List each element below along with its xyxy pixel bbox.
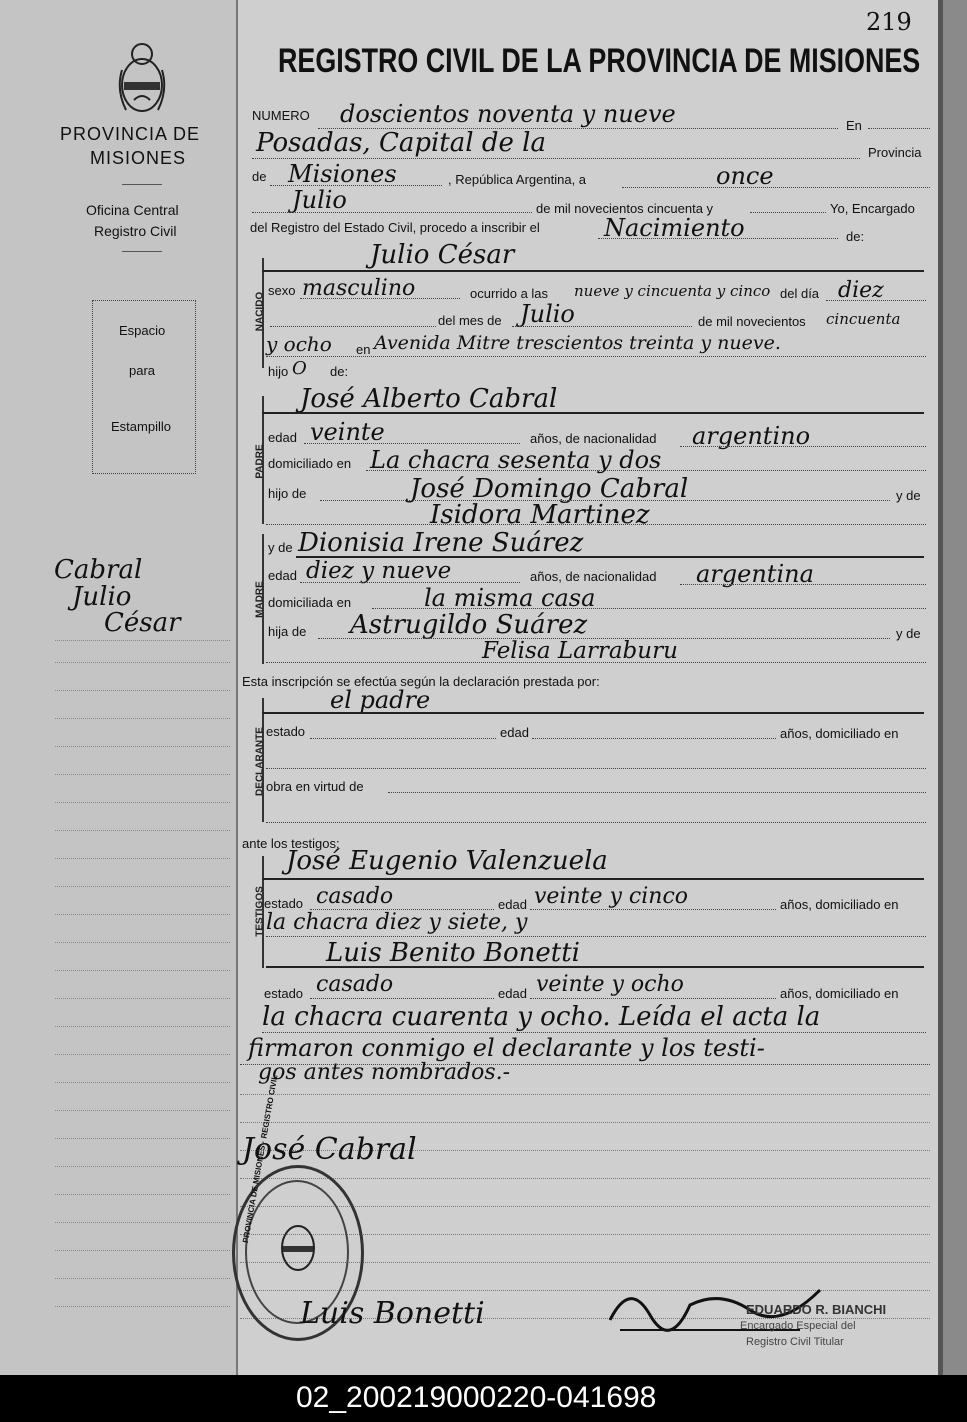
declarante-obra-label: obra en virtud de <box>266 779 364 794</box>
stamp-box-line1: Espacio <box>119 323 166 338</box>
testigo1-dom-value: la chacra diez y siete, y <box>266 910 528 935</box>
testigo1-edad-label: edad <box>498 897 527 912</box>
margin-note-surname: Cabral <box>54 555 143 585</box>
stamp-box <box>92 300 196 474</box>
office-line2: Registro Civil <box>94 223 177 239</box>
province-value: Misiones <box>288 160 397 188</box>
madre-mother-value: Felisa Larraburu <box>482 638 678 664</box>
official-line3: Registro Civil Titular <box>746 1336 844 1348</box>
numero-label: NUMERO <box>252 108 310 123</box>
margin-note-name1: Julio <box>72 582 132 612</box>
mil-label: de mil novecientos <box>698 314 806 329</box>
republica-label: , República Argentina, a <box>448 172 587 187</box>
hijo-label: hijo <box>268 364 289 379</box>
province-line1: PROVINCIA DE <box>60 124 201 144</box>
testigos-intro: ante los testigos: <box>242 836 340 851</box>
declarante-anios-label: años, domiciliado en <box>780 726 899 741</box>
year-label: de mil novecientos cincuenta y <box>536 201 714 216</box>
month-value: Julio <box>292 186 347 214</box>
sexo-value: masculino <box>302 276 416 301</box>
testigo2-name: Luis Benito Bonetti <box>326 938 580 968</box>
en-label: En <box>846 118 862 133</box>
de-label: de <box>252 169 267 184</box>
yo-label: Yo, Encargado <box>830 201 915 216</box>
de2-label: de: <box>846 229 865 244</box>
act-value: Nacimiento <box>604 214 745 242</box>
provincia-label: Provincia <box>868 145 922 160</box>
madre-dom-label: domiciliada en <box>268 595 352 610</box>
testigo1-anios-label: años, domiciliado en <box>780 897 899 912</box>
hijo-de-label: de: <box>330 364 349 379</box>
declarante-edad-label: edad <box>500 725 529 740</box>
sexo-label: sexo <box>268 283 296 298</box>
office-line1: Oficina Central <box>86 202 179 218</box>
nacido-side-label: NACIDO <box>254 291 266 332</box>
testigo2-estado-label: estado <box>264 986 304 1001</box>
testigo1-edad-value: veinte y cinco <box>534 884 689 909</box>
padre-y-de-label: y de <box>896 488 921 503</box>
coat-of-arms-icon <box>112 40 172 118</box>
footer-code: 02_200219000220-041698 <box>296 1381 657 1414</box>
hijo-value: O <box>292 358 307 379</box>
signature-testigo: Luis Bonetti <box>300 1296 485 1331</box>
stamp-box-line2: para <box>129 363 156 378</box>
page-edge <box>943 0 967 1375</box>
padre-dom-value: La chacra sesenta y dos <box>370 446 662 474</box>
divider <box>122 184 162 185</box>
page-title: REGISTRO CIVIL DE LA PROVINCIA DE MISIONES <box>278 42 921 80</box>
declarante-intro: Esta inscripción se efectúa según la declaración prestada por: <box>242 674 600 689</box>
madre-nac-value: argentina <box>696 560 814 588</box>
margin-note-name2: César <box>104 608 181 638</box>
closing-line1: firmaron conmigo el declarante y los testi- <box>248 1034 765 1062</box>
declarante-side-label: DECLARANTE <box>254 727 266 796</box>
child-name: Julio César <box>370 240 515 270</box>
dia-value: diez <box>838 278 884 303</box>
madre-y-de-label: y de <box>268 540 293 555</box>
mes-label: del mes de <box>438 313 502 328</box>
declarante-value: el padre <box>330 686 431 714</box>
footer-code-bar <box>0 1375 967 1422</box>
madre-edad-label: edad <box>268 568 297 583</box>
stamp-box-line3: Estampillo <box>111 419 171 434</box>
padre-edad-label: edad <box>268 430 297 445</box>
divider <box>122 251 162 252</box>
official-line2: Encargado Especial del <box>740 1320 856 1332</box>
anio-value: cincuenta <box>826 310 901 328</box>
madre-edad-value: diez y nueve <box>306 558 452 584</box>
testigo2-edad-label: edad <box>498 986 527 1001</box>
province-line2: MISIONES <box>90 148 187 168</box>
madre-dom-value: la misma casa <box>424 584 596 612</box>
padre-nac-label: años, de nacionalidad <box>530 431 657 446</box>
testigo2-anios-label: años, domiciliado en <box>780 986 899 1001</box>
testigo1-estado-value: casado <box>316 884 394 909</box>
testigo2-estado-value: casado <box>316 972 394 997</box>
padre-name: José Alberto Cabral <box>300 384 558 414</box>
anio-value2: y ocho <box>266 332 332 356</box>
nacido-en-label: en <box>356 342 371 357</box>
testigo2-dom-value: la chacra cuarenta y ocho. Leída el acta la <box>262 1002 821 1032</box>
testigo1-estado-label: estado <box>264 896 304 911</box>
madre-y-de2-label: y de <box>896 626 921 641</box>
declarante-estado-label: estado <box>266 724 306 739</box>
seal-emblem-icon <box>275 1218 321 1278</box>
day-value: once <box>716 162 774 190</box>
dia-label: del día <box>780 286 820 301</box>
numero-value: doscientos noventa y nueve <box>340 100 676 128</box>
padre-mother-value: Isidora Martinez <box>430 500 650 530</box>
madre-nac-label: años, de nacionalidad <box>530 569 657 584</box>
mes-value: Julio <box>520 300 575 328</box>
hora-value: nueve y cincuenta y cinco <box>574 282 771 300</box>
signature-declarante: José Cabral <box>242 1132 417 1167</box>
closing-line2: gos antes nombrados.- <box>258 1060 511 1085</box>
registro-label: del Registro del Estado Civil, procedo a inscribir el <box>250 220 540 235</box>
city-value: Posadas, Capital de la <box>256 128 546 158</box>
madre-side-label: MADRE <box>254 581 266 618</box>
ocurrido-label: ocurrido a las <box>470 286 549 301</box>
page-number: 219 <box>866 8 912 36</box>
padre-nac-value: argentino <box>692 422 811 450</box>
padre-father-value: José Domingo Cabral <box>410 474 689 504</box>
seal-text: PROVINCIA DE MISIONES · REGISTRO CIVIL <box>241 1074 280 1244</box>
madre-hija-de-label: hija de <box>268 624 307 639</box>
madre-name: Dionisia Irene Suárez <box>298 528 584 558</box>
padre-dom-label: domiciliado en <box>268 456 352 471</box>
padre-edad-value: veinte <box>310 418 385 446</box>
padre-hijo-de-label: hijo de <box>268 486 307 501</box>
testigos-side-label: TESTIGOS <box>254 886 266 937</box>
official-name: EDUARDO R. BIANCHI <box>746 1302 887 1317</box>
padre-side-label: PADRE <box>254 444 266 479</box>
lugar-value: Avenida Mitre trescientos treinta y nueve. <box>374 332 781 354</box>
testigo1-name: José Eugenio Valenzuela <box>286 846 608 876</box>
madre-father-value: Astrugildo Suárez <box>350 610 588 640</box>
testigo2-edad-value: veinte y ocho <box>536 972 684 997</box>
